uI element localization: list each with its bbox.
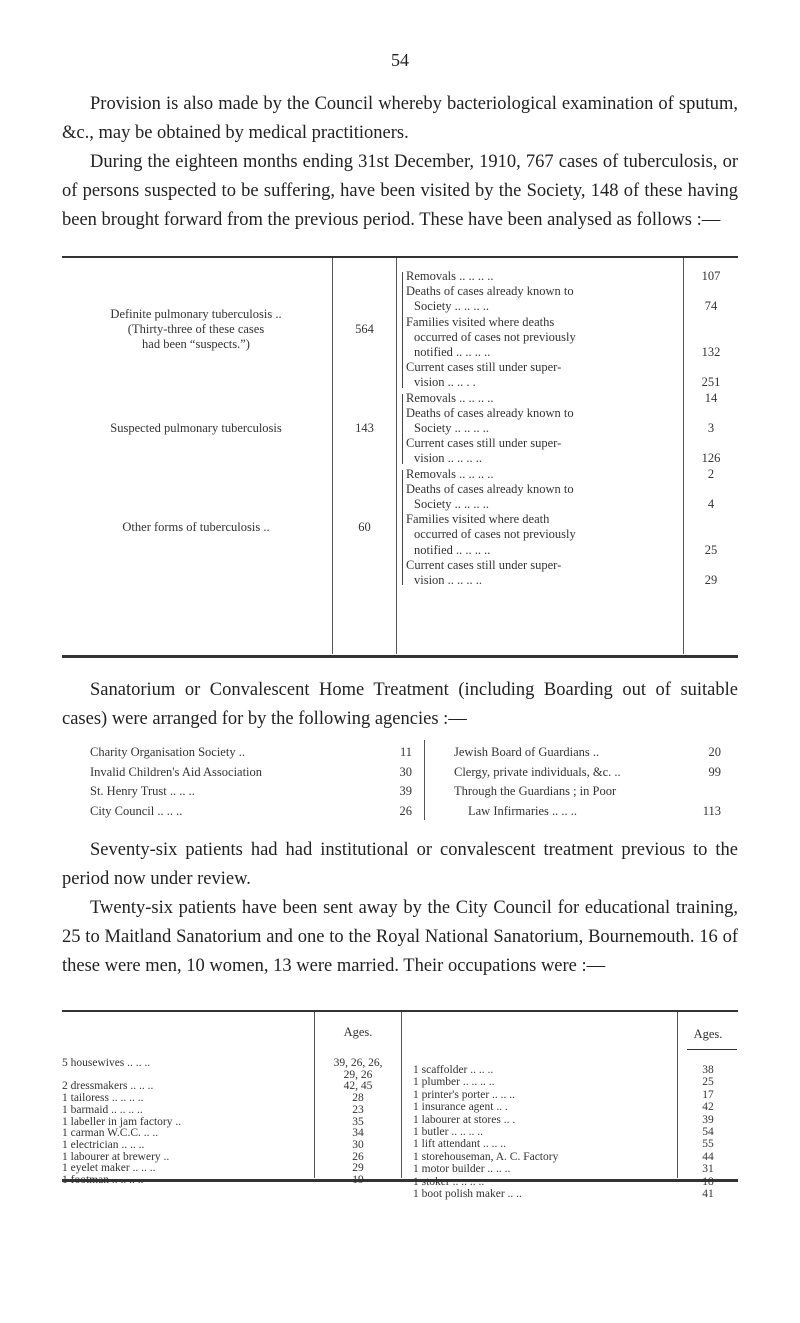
- agency-name: Charity Organisation Society ..: [90, 745, 245, 759]
- agency-name: Invalid Children's Aid Association: [90, 764, 263, 779]
- occupation-name: 5 housewives .. .. ..: [62, 1057, 151, 1069]
- occupation-ages: 30: [352, 1138, 364, 1151]
- analysis-item-text: Families visited where deaths: [406, 314, 555, 329]
- occupation-ages: 54: [702, 1126, 714, 1138]
- occupation-ages: 28: [352, 1092, 364, 1105]
- occupation-ages: 25: [702, 1076, 714, 1089]
- occupation-ages: 26: [352, 1150, 364, 1163]
- agency-value: 99: [708, 764, 721, 779]
- occupation-name: 1 boot polish maker .. ..: [413, 1188, 522, 1200]
- occupation-ages: 29: [352, 1162, 364, 1175]
- analysis-item-value: 107: [701, 269, 721, 283]
- agency-name: St. Henry Trust .. .. ..: [90, 784, 195, 798]
- analysis-item-value: 25: [704, 542, 718, 557]
- agency-name: Law Infirmaries .. .. ..: [468, 803, 577, 818]
- paragraph-sputum: Provision is also made by the Council whereby bacteriological examination of sputum, &c., may be obtained by medical practitioners.: [62, 94, 738, 143]
- occupation-name: 2 dressmakers .. .. ..: [62, 1080, 154, 1093]
- analysis-item-text: Current cases still under super-: [406, 360, 562, 375]
- analysis-item-text: Deaths of cases already known to: [406, 405, 574, 420]
- group-brace: [402, 470, 403, 586]
- agency-value: 20: [708, 745, 721, 759]
- ages-header-left: Ages.: [343, 1025, 373, 1039]
- group-label: Other forms of tuberculosis ..: [122, 519, 270, 534]
- analysis-item-value: 14: [704, 390, 718, 405]
- occupation-ages: 42: [702, 1101, 714, 1114]
- occupation-ages: 42, 45: [343, 1080, 373, 1093]
- occupation-ages: 35: [352, 1115, 364, 1128]
- analysis-item-text: Society .. .. .. ..: [414, 497, 489, 511]
- analysis-item-text: Current cases still under super-: [406, 436, 562, 451]
- group-total: 143: [355, 421, 374, 435]
- occupation-ages: 23: [352, 1103, 364, 1116]
- occupation-ages: 38: [702, 1064, 714, 1076]
- analysis-item-text: occurred of cases not previously: [414, 527, 576, 542]
- group-label: had been “suspects.”): [142, 337, 250, 352]
- analysis-item-text: Removals .. .. .. ..: [406, 269, 494, 283]
- occupation-name: 1 labourer at brewery ..: [62, 1150, 170, 1163]
- occupation-name: 1 footman .. .. .. ..: [62, 1174, 144, 1186]
- analysis-item-value: 29: [704, 573, 718, 587]
- occupation-name: 1 storehouseman, A. C. Factory: [413, 1150, 559, 1163]
- paragraph-previous-treatment: Seventy-six patients had had institutional or convalescent treatment previous to the period now under review.: [62, 840, 738, 889]
- analysis-item-text: notified .. .. .. ..: [414, 345, 491, 359]
- occupation-ages: 31: [702, 1163, 714, 1176]
- analysis-item-text: Deaths of cases already known to: [406, 284, 574, 299]
- analysis-item-text: vision .. .. . .: [414, 375, 476, 390]
- analysis-item-value: 3: [707, 421, 715, 435]
- agency-value: 113: [702, 803, 721, 818]
- paragraph-sanatorium: Sanatorium or Convalescent Home Treatment (including Boarding out of suitable cases) were arranged for by the following agencies :—: [62, 680, 738, 729]
- occupation-name: 1 electrician .. .. ..: [62, 1138, 145, 1151]
- occupation-ages: 44: [702, 1150, 714, 1163]
- analysis-item-text: Deaths of cases already known to: [406, 481, 574, 496]
- occupation-name: 1 insurance agent .. .: [413, 1101, 508, 1114]
- occupation-name: 1 lift attendant .. .. ..: [413, 1138, 506, 1151]
- analysis-item-text: Society .. .. .. ..: [414, 299, 489, 314]
- occupation-name: 1 tailoress .. .. .. ..: [62, 1092, 144, 1105]
- occupation-name: 1 butler .. .. .. ..: [413, 1126, 483, 1138]
- occupation-ages: 55: [702, 1138, 714, 1151]
- occupation-ages: 18: [702, 1175, 714, 1188]
- occupation-name: 1 scaffolder .. .. ..: [413, 1064, 494, 1076]
- occupation-name: 1 barmaid .. .. .. ..: [62, 1103, 143, 1116]
- paragraph-educational-training: Twenty-six patients have been sent away by the City Council for educational training, 25 to Maitland Sanatorium and one to the Royal National Sanatorium, Bournemouth. 16 of these were men, 10 women, 13 were married. Their occupations were :—: [62, 898, 738, 976]
- analysis-item-value: 2: [707, 466, 715, 481]
- analysis-item-text: Removals .. .. .. ..: [406, 390, 494, 405]
- group-total: 60: [358, 519, 371, 534]
- analysis-item-text: occurred of cases not previously: [414, 329, 576, 344]
- occupation-name: 1 eyelet maker .. .. ..: [62, 1162, 156, 1175]
- analysis-item-text: Society .. .. .. ..: [414, 421, 489, 435]
- occupation-ages: 39, 26, 26,: [333, 1057, 383, 1069]
- analysis-item-text: Current cases still under super-: [406, 557, 562, 572]
- occupation-ages: 19: [352, 1174, 364, 1186]
- analysis-item-text: vision .. .. .. ..: [414, 451, 483, 466]
- analysis-item-value: 132: [701, 345, 721, 359]
- occupation-ages: 39: [702, 1113, 714, 1126]
- analysis-item-text: Removals .. .. .. ..: [406, 466, 494, 481]
- analysis-item-value: 4: [707, 497, 715, 511]
- agency-name: Jewish Board of Guardians ..: [454, 745, 600, 759]
- agency-value: 39: [399, 784, 412, 798]
- page-number: 54: [391, 50, 409, 70]
- analysis-item-value: 251: [701, 375, 721, 390]
- group-label: Definite pulmonary tuberculosis ..: [110, 307, 282, 321]
- agency-name: Clergy, private individuals, &c. ..: [454, 764, 621, 779]
- agency-value: 30: [399, 764, 412, 779]
- group-total: 564: [355, 322, 374, 337]
- agency-value: 26: [399, 803, 412, 818]
- occupation-name: 1 printer's porter .. .. ..: [413, 1088, 516, 1101]
- occupation-ages: 41: [702, 1188, 714, 1200]
- occupation-ages: 17: [702, 1088, 714, 1101]
- group-brace: [402, 394, 403, 464]
- occupation-name: 1 labourer at stores .. .: [413, 1113, 516, 1126]
- analysis-item-value: 126: [701, 451, 721, 466]
- occupation-name: 1 plumber .. .. .. ..: [413, 1076, 495, 1089]
- group-label: (Thirty-three of these cases: [127, 322, 265, 337]
- paragraph-cases-visited: During the eighteen months ending 31st December, 1910, 767 cases of tuberculosis, or of persons suspected to be suffering, have been visited by the Society, 148 of these having been brought forward from the previous period. These have been analysed as follows :—: [62, 152, 738, 230]
- analysis-item-text: notified .. .. .. ..: [414, 542, 491, 557]
- occupation-name: 1 carman W.C.C. .. ..: [62, 1127, 159, 1140]
- analysis-item-text: Families visited where death: [406, 512, 550, 527]
- ages-header-right: Ages.: [693, 1027, 723, 1041]
- group-brace: [402, 272, 403, 388]
- agency-value: 11: [399, 745, 412, 759]
- agency-name: City Council .. .. ..: [90, 803, 183, 818]
- occupation-ages: 34: [352, 1127, 364, 1140]
- occupation-name: 1 labeller in jam factory ..: [62, 1115, 182, 1128]
- analysis-item-value: 74: [704, 299, 718, 314]
- occupation-name: 1 motor builder .. .. ..: [413, 1163, 511, 1176]
- agency-name: Through the Guardians ; in Poor: [454, 784, 617, 798]
- occupation-ages: 29, 26: [343, 1068, 373, 1081]
- occupation-name: 1 stoker .. .. .. ..: [413, 1175, 485, 1188]
- analysis-item-text: vision .. .. .. ..: [414, 573, 483, 587]
- group-label: Suspected pulmonary tuberculosis: [110, 421, 282, 435]
